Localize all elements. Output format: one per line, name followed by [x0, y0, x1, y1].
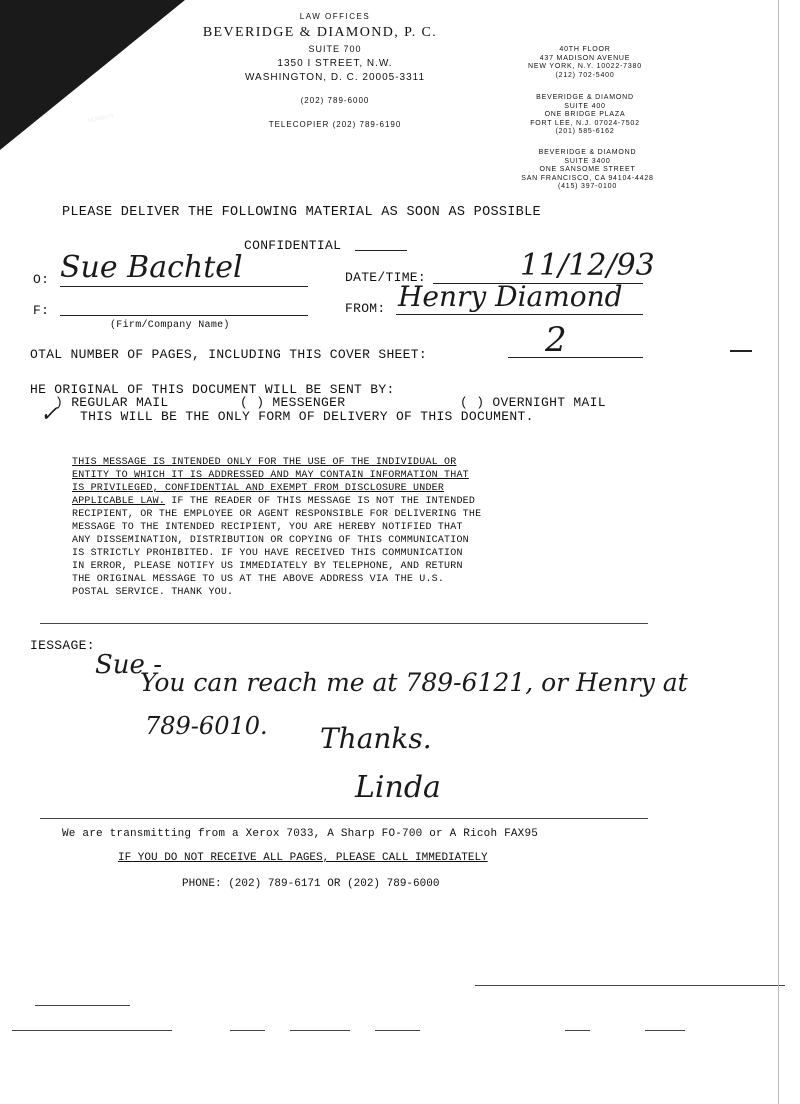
legal-line-rest: IF THE READER OF THIS MESSAGE IS NOT THE INTENDED — [165, 496, 476, 507]
legal-line: THE ORIGINAL MESSAGE TO US AT THE ABOVE ADDRESS VIA THE U.S. — [72, 574, 445, 585]
deliver-notice: PLEASE DELIVER THE FOLLOWING MATERIAL AS SOON AS POSSIBLE — [62, 205, 541, 220]
office-line: BEVERIDGE & DIAMOND — [538, 149, 637, 156]
office-line: ONE SANSOME STREET — [539, 166, 636, 173]
street-address: 1350 I STREET, N.W. — [277, 58, 393, 69]
firm-line — [60, 315, 308, 316]
firm-name: BEVERIDGE & DIAMOND, P. C. — [202, 25, 438, 40]
scan-line — [230, 1030, 265, 1031]
confidential-label: CONFIDENTIAL — [244, 238, 342, 253]
office-line: ONE BRIDGE PLAZA — [544, 111, 626, 118]
only-form-checkmark: ✓ — [40, 402, 59, 427]
legal-line: IS PRIVILEGED, CONFIDENTIAL AND EXEMPT FROM DISCLOSURE UNDER — [72, 483, 445, 494]
message-line-2: You can reach me at 789-6121, or Henry at — [140, 668, 688, 697]
pages-value: 2 — [545, 320, 567, 360]
scan-corner-shadow — [0, 0, 185, 150]
of-label: F: — [33, 303, 50, 318]
from-line — [396, 314, 643, 315]
office-line: SAN FRANCISCO, CA 94104-4428 — [521, 174, 654, 182]
confidential-line — [355, 250, 407, 251]
scan-line — [290, 1030, 350, 1031]
office-line: (201) 585-6162 — [555, 128, 615, 135]
office-line: FORT LEE, N.J. 07024-7502 — [530, 119, 640, 127]
to-line — [60, 286, 308, 287]
scan-line — [645, 1030, 685, 1031]
footer-divider — [40, 818, 648, 819]
law-offices-label: LAW OFFICES — [299, 12, 371, 21]
confidentiality-notice — [72, 456, 481, 599]
office-line: (212) 702-5400 — [555, 71, 615, 79]
to-value: Sue Bachtel — [60, 250, 243, 285]
message-line-1: Sue - — [95, 650, 162, 680]
regular-mail-option: ) REGULAR MAIL — [55, 395, 169, 410]
original-label: HE ORIGINAL OF THIS DOCUMENT WILL BE SENT BY: — [30, 382, 395, 397]
firm-caption: (Firm/Company Name) — [110, 320, 230, 331]
message-thanks: Thanks. — [320, 722, 432, 755]
scan-line — [35, 1005, 130, 1006]
legal-line: RECIPIENT, OR THE EMPLOYEE OR AGENT RESPONSIBLE FOR DELIVERING THE — [72, 509, 482, 520]
office-line: 437 MADISON AVENUE — [539, 54, 631, 62]
office-san-francisco — [500, 149, 675, 192]
suite: SUITE 700 — [308, 44, 362, 54]
date-value: 11/12/93 — [520, 248, 655, 283]
office-line: 40TH FLOOR — [559, 46, 611, 53]
city-address: WASHINGTON, D. C. 20005-3311 — [244, 72, 426, 83]
pages-line — [508, 357, 643, 358]
overnight-option: ( ) OVERNIGHT MAIL — [460, 395, 606, 410]
missing-pages-notice: IF YOU DO NOT RECEIVE ALL PAGES, PLEASE CALL IMMEDIATELY — [118, 852, 488, 864]
office-line: BEVERIDGE & DIAMOND — [536, 94, 634, 101]
from-value: Henry Diamond — [398, 280, 623, 313]
number-label: NUMBER — [87, 113, 115, 125]
scan-edge — [778, 0, 779, 1104]
office-line: SUITE 3400 — [564, 157, 611, 165]
office-line: NEW YORK, N.Y. 10022-7380 — [528, 63, 642, 70]
legal-line: POSTAL SERVICE. THANK YOU. — [72, 587, 234, 598]
office-line: (415) 397-0100 — [557, 183, 618, 190]
footer-phone: PHONE: (202) 789-6171 OR (202) 789-6000 — [182, 878, 440, 890]
legal-line: IN ERROR, PLEASE NOTIFY US IMMEDIATELY BY TELEPHONE, AND RETURN — [72, 561, 463, 572]
pages-label: OTAL NUMBER OF PAGES, INCLUDING THIS COVER SHEET: — [30, 347, 427, 362]
signature: Linda — [355, 770, 441, 805]
applicable-law: APPLICABLE LAW. — [72, 496, 166, 507]
message-label: IESSAGE: — [30, 638, 95, 653]
date-label: DATE/TIME: — [345, 270, 427, 285]
office-line: SUITE 400 — [564, 102, 606, 110]
to-label: O: — [33, 272, 50, 287]
message-line-3: 789-6010. — [145, 712, 268, 740]
office-new-york — [505, 46, 665, 80]
firm-phone: (202) 789-6000 — [300, 96, 370, 105]
scan-line — [475, 985, 785, 986]
only-form-option: THIS WILL BE THE ONLY FORM OF DELIVERY OF THIS DOCUMENT. — [80, 409, 534, 424]
messenger-option: ( ) MESSENGER — [240, 395, 346, 410]
scan-line — [375, 1030, 420, 1031]
margin-mark — [730, 350, 752, 352]
message-divider — [40, 623, 648, 624]
scan-line — [12, 1030, 172, 1031]
legal-line: MESSAGE TO THE INTENDED RECIPIENT, YOU ARE HEREBY NOTIFIED THAT — [72, 522, 463, 533]
transmitting-note: We are transmitting from a Xerox 7033, A Sharp FO-700 or A Ricoh FAX95 — [62, 828, 539, 840]
scan-line — [565, 1030, 590, 1031]
legal-line: IS STRICTLY PROHIBITED. IF YOU HAVE RECEIVED THIS COMMUNICATION — [72, 548, 463, 559]
from-label: FROM: — [345, 301, 386, 316]
legal-line: ANY DISSEMINATION, DISTRIBUTION OR COPYING OF THIS COMMUNICATION — [72, 535, 469, 546]
legal-line: ENTITY TO WHICH IT IS ADDRESSED AND MAY CONTAIN INFORMATION THAT — [72, 470, 469, 481]
legal-line: THIS MESSAGE IS INTENDED ONLY FOR THE USE OF THE INDIVIDUAL OR — [72, 457, 457, 468]
legal-line-mixed — [72, 495, 481, 508]
office-fort-lee — [505, 94, 665, 137]
telecopier: TELECOPIER (202) 789-6190 — [268, 120, 402, 129]
